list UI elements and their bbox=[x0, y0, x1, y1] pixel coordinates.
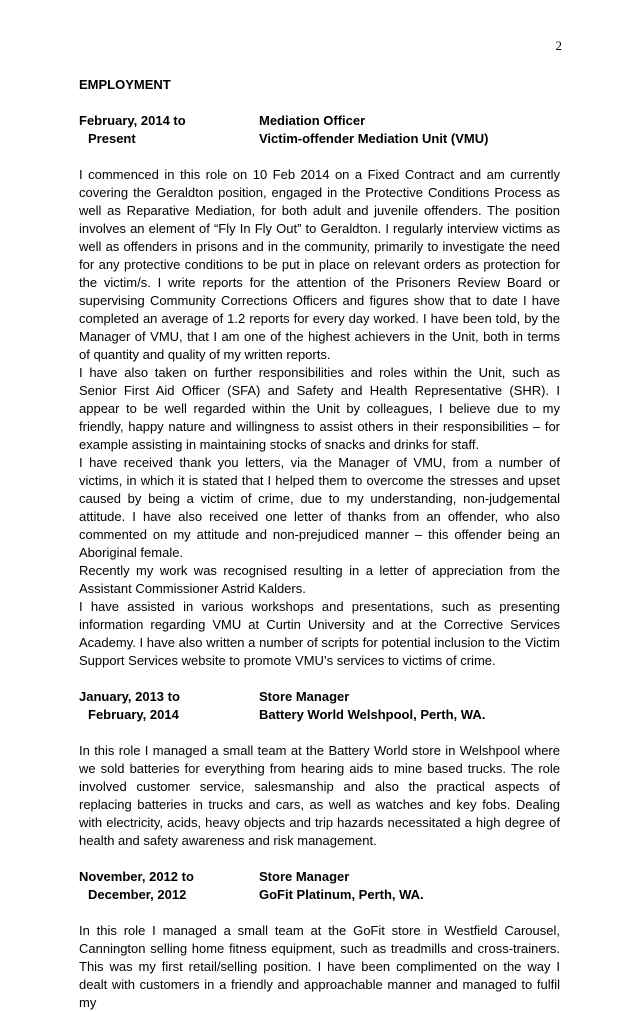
job-paragraph: I have assisted in various workshops and presentations, such as presenting information regarding VMU at Curtin University and at the Corrective Services Academy. I have also written a number of scripts for potential inclusion to the Victim Support Services website to promote VMU’s services to victims of crime. bbox=[79, 599, 560, 668]
job-paragraph: I commenced in this role on 10 Feb 2014 on a Fixed Contract and am currently covering the Geraldton position, engaged in the Protective Conditions Process as well as Reparative Mediation, for both adult and juvenile offenders. The position involves an element of “Fly In Fly Out” to Geraldton. I regularly interview victims as well as offenders in prisons and in the community, primarily to investigate the need for any protective conditions to be put in place on relevant orders as protection for the victim/s. I write reports for the attention of the Prisoners Review Board or supervising Community Corrections Officers and figures show that to date I have completed an average of 1.2 reports for every day worked. I have been told, by the Manager of VMU, that I am one of the highest achievers in the Unit, both in terms of quantity and quality of my written reports. bbox=[79, 167, 560, 362]
job-info bbox=[259, 112, 488, 148]
job-date-from: January, 2013 to bbox=[79, 689, 180, 704]
job-dates bbox=[79, 112, 259, 148]
job-date-to: February, 2014 bbox=[88, 707, 179, 722]
job-paragraph: I have also taken on further responsibilities and roles within the Unit, such as Senior First Aid Officer (SFA) and Safety and Health Representative (SHR). I appear to be well regarded within the Unit by colleagues, I believe due to my friendly, happy nature and willingness to assist others in their responsibilities – for example assisting in maintaining stocks of snacks and drinks for staff. bbox=[79, 365, 560, 452]
job-title: Store Manager bbox=[259, 689, 350, 704]
job-info bbox=[259, 868, 424, 904]
job-date-to: Present bbox=[88, 131, 136, 146]
job-paragraph: Recently my work was recognised resulting in a letter of appreciation from the Assistant Commissioner Astrid Kalders. bbox=[79, 563, 560, 596]
section-heading: EMPLOYMENT bbox=[79, 77, 171, 92]
job-header bbox=[79, 868, 560, 904]
job-dates bbox=[79, 868, 259, 904]
job-date-to: December, 2012 bbox=[88, 887, 187, 902]
job-employer: GoFit Platinum, Perth, WA. bbox=[259, 887, 424, 902]
job-title: Mediation Officer bbox=[259, 113, 366, 128]
job-date-from: November, 2012 to bbox=[79, 869, 194, 884]
job-paragraph: I have received thank you letters, via the Manager of VMU, from a number of victims, in which it is stated that I helped them to overcome the stresses and upset caused by being a victim of crime, due to my understanding, non-judgemental attitude. I have also received one letter of thanks from an offender, who also commented on my attitude and non-prejudiced manner – this offender being an Aboriginal female. bbox=[79, 455, 560, 560]
job-paragraph: In this role I managed a small team at the Battery World store in Welshpool where we sold batteries for everything from hearing aids to mine based trucks. The role involved customer service, salesmanship and also the practical aspects of replacing batteries in trucks and cars, as well as watches and key fobs. Dealing with electricity, acids, heavy objects and trip hazards necessitated a high degree of health and safety awareness and risk management. bbox=[79, 743, 560, 848]
page-number: 2 bbox=[555, 38, 562, 53]
job-header bbox=[79, 688, 560, 724]
job-employer: Victim-offender Mediation Unit (VMU) bbox=[259, 131, 489, 146]
job-paragraph: In this role I managed a small team at the GoFit store in Westfield Carousel, Cannington selling home fitness equipment, such as treadmills and cross-trainers. This was my first retail/selling position. I have been complimented on the way I dealt with customers in a friendly and approachable manner and managed to fulfil my bbox=[79, 923, 560, 1010]
job-employer: Battery World Welshpool, Perth, WA. bbox=[259, 707, 486, 722]
job-title: Store Manager bbox=[259, 869, 350, 884]
job-date-from: February, 2014 to bbox=[79, 113, 186, 128]
job-info bbox=[259, 688, 485, 724]
job-header bbox=[79, 112, 560, 148]
job-dates bbox=[79, 688, 259, 724]
page-content bbox=[79, 76, 560, 1012]
